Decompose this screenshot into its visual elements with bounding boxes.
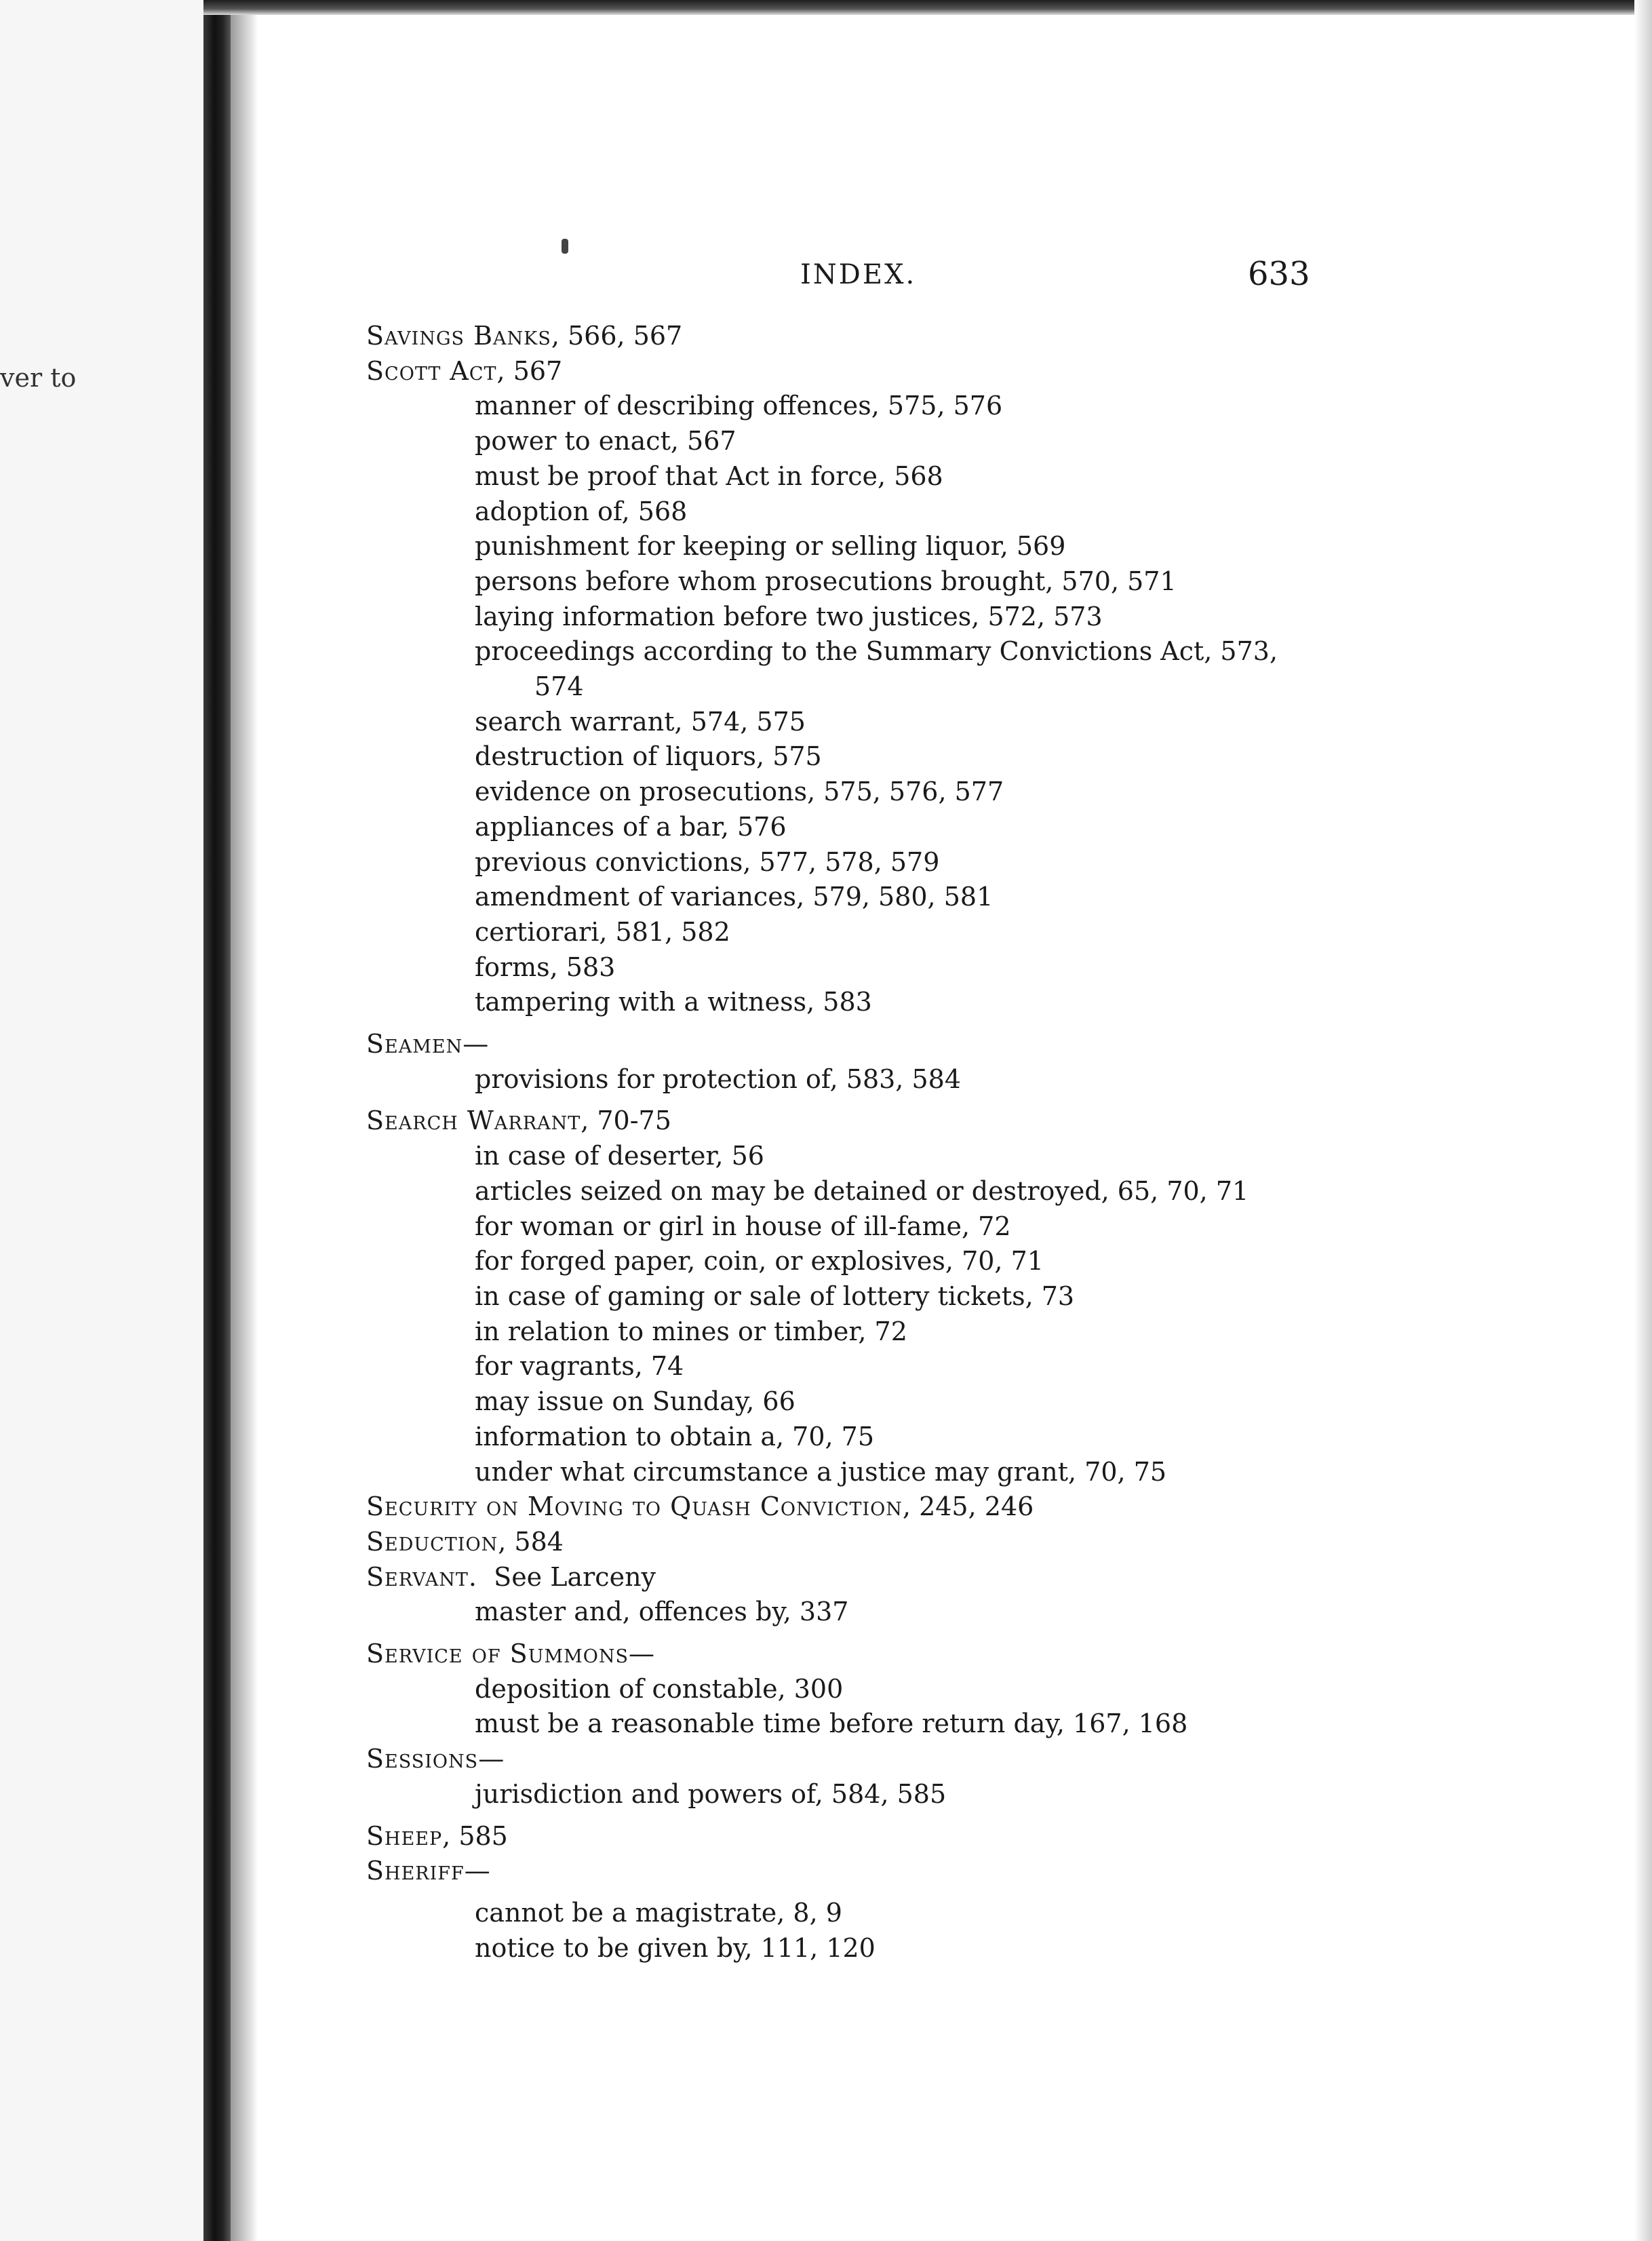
index-subentry: for woman or girl in house of ill-fame, 72	[475, 1211, 1011, 1241]
entry-references: —	[463, 1029, 489, 1059]
index-subentry: certiorari, 581, 582	[475, 916, 730, 947]
index-heading-entry	[366, 1854, 1587, 1889]
index-heading-entry	[366, 1742, 1587, 1777]
right-page-edge	[1634, 0, 1652, 2241]
index-heading-entry	[366, 319, 1587, 354]
index-heading-entry	[366, 1819, 1587, 1854]
index-heading-entry	[366, 1560, 1587, 1595]
index-subentry: master and, offences by, 337	[475, 1597, 849, 1627]
entry-heading: Savings Banks	[366, 321, 551, 351]
book-gutter	[203, 0, 231, 2241]
index-subentry: cannot be a magistrate, 8, 9	[475, 1897, 842, 1928]
index-heading-entry	[366, 1027, 1587, 1062]
index-subentry: under what circumstance a justice may grant, 70, 75	[475, 1456, 1167, 1487]
index-subentry: jurisdiction and powers of, 584, 585	[475, 1778, 947, 1809]
entry-heading: Sessions	[366, 1744, 479, 1774]
index-subentry: deposition of constable, 300	[475, 1673, 844, 1704]
running-head: INDEX.	[800, 259, 917, 290]
index-subentry: articles seized on may be detained or destroyed, 65, 70, 71	[475, 1175, 1249, 1206]
entry-heading: Sheriff	[366, 1856, 465, 1886]
index-subentry: punishment for keeping or selling liquor, 569	[475, 531, 1066, 562]
index-heading-entry	[366, 354, 1587, 389]
index-subentry: notice to be given by, 111, 120	[475, 1932, 876, 1963]
index-subentry: for vagrants, 74	[475, 1351, 684, 1382]
index-subentry: must be a reasonable time before return day, 167, 168	[475, 1709, 1188, 1739]
entry-references: —	[464, 1856, 490, 1886]
entry-heading: Seamen	[366, 1029, 463, 1059]
entry-heading: Security on Moving to Quash Conviction	[366, 1492, 903, 1522]
entry-references: —	[478, 1744, 505, 1774]
index-subentry: laying information before two justices, 572, 573	[475, 601, 1103, 631]
index-entries	[366, 319, 1587, 1966]
index-subentry: must be proof that Act in force, 568	[475, 461, 943, 491]
left-page-margin	[0, 0, 203, 2241]
left-page-text-fragment: ver to	[0, 363, 77, 393]
index-page	[258, 15, 1634, 2241]
index-heading-entry	[366, 1104, 1587, 1139]
index-heading-entry	[366, 1525, 1587, 1560]
entry-references: , 70-75	[581, 1106, 671, 1136]
index-subentry: tampering with a witness, 583	[475, 987, 872, 1017]
index-subentry: appliances of a bar, 576	[475, 811, 787, 842]
index-subentry: amendment of variances, 579, 580, 581	[475, 882, 994, 912]
entry-references: —	[629, 1639, 655, 1669]
entry-heading: Search Warrant	[366, 1106, 581, 1136]
entry-heading: Seduction	[366, 1526, 498, 1557]
entry-references: , 584	[498, 1526, 564, 1557]
entry-heading: Servant.	[366, 1561, 477, 1592]
entry-references: , 566, 567	[551, 321, 683, 351]
index-subentry: search warrant, 574, 575	[475, 706, 806, 737]
index-subentry: in case of deserter, 56	[475, 1141, 764, 1171]
index-heading-entry	[366, 1637, 1587, 1672]
index-subentry: for forged paper, coin, or explosives, 70, 71	[475, 1246, 1044, 1277]
ink-speck	[562, 239, 568, 254]
top-page-edge	[203, 0, 1652, 15]
index-subentry: provisions for protection of, 583, 584	[475, 1064, 961, 1094]
index-subentry: in relation to mines or timber, 72	[475, 1316, 907, 1346]
entry-references: See Larceny	[477, 1561, 656, 1592]
index-continuation-line: 574	[534, 671, 584, 702]
index-subentry: evidence on prosecutions, 575, 576, 577	[475, 777, 1004, 807]
index-subentry: persons before whom prosecutions brought, 570, 571	[475, 566, 1177, 596]
index-subentry: adoption of, 568	[475, 496, 688, 526]
entry-references: , 585	[442, 1820, 508, 1851]
entry-references: , 567	[496, 355, 563, 386]
index-subentry: manner of describing offences, 575, 576	[475, 391, 1003, 421]
index-subentry: forms, 583	[475, 952, 616, 982]
index-heading-entry	[366, 1489, 1587, 1525]
entry-heading: Scott Act	[366, 355, 497, 386]
entry-references: , 245, 246	[902, 1492, 1034, 1522]
entry-heading: Service of Summons	[366, 1639, 629, 1669]
index-subentry: may issue on Sunday, 66	[475, 1386, 795, 1417]
gutter-shadow	[231, 0, 258, 2241]
index-subentry: information to obtain a, 70, 75	[475, 1421, 875, 1451]
page-number: 633	[1248, 255, 1310, 293]
index-subentry: proceedings according to the Summary Convictions Act, 573,	[475, 636, 1278, 667]
index-subentry: destruction of liquors, 575	[475, 741, 822, 772]
index-subentry: previous convictions, 577, 578, 579	[475, 846, 940, 877]
entry-heading: Sheep	[366, 1820, 443, 1851]
index-subentry: power to enact, 567	[475, 426, 736, 456]
index-subentry: in case of gaming or sale of lottery tickets, 73	[475, 1281, 1075, 1311]
